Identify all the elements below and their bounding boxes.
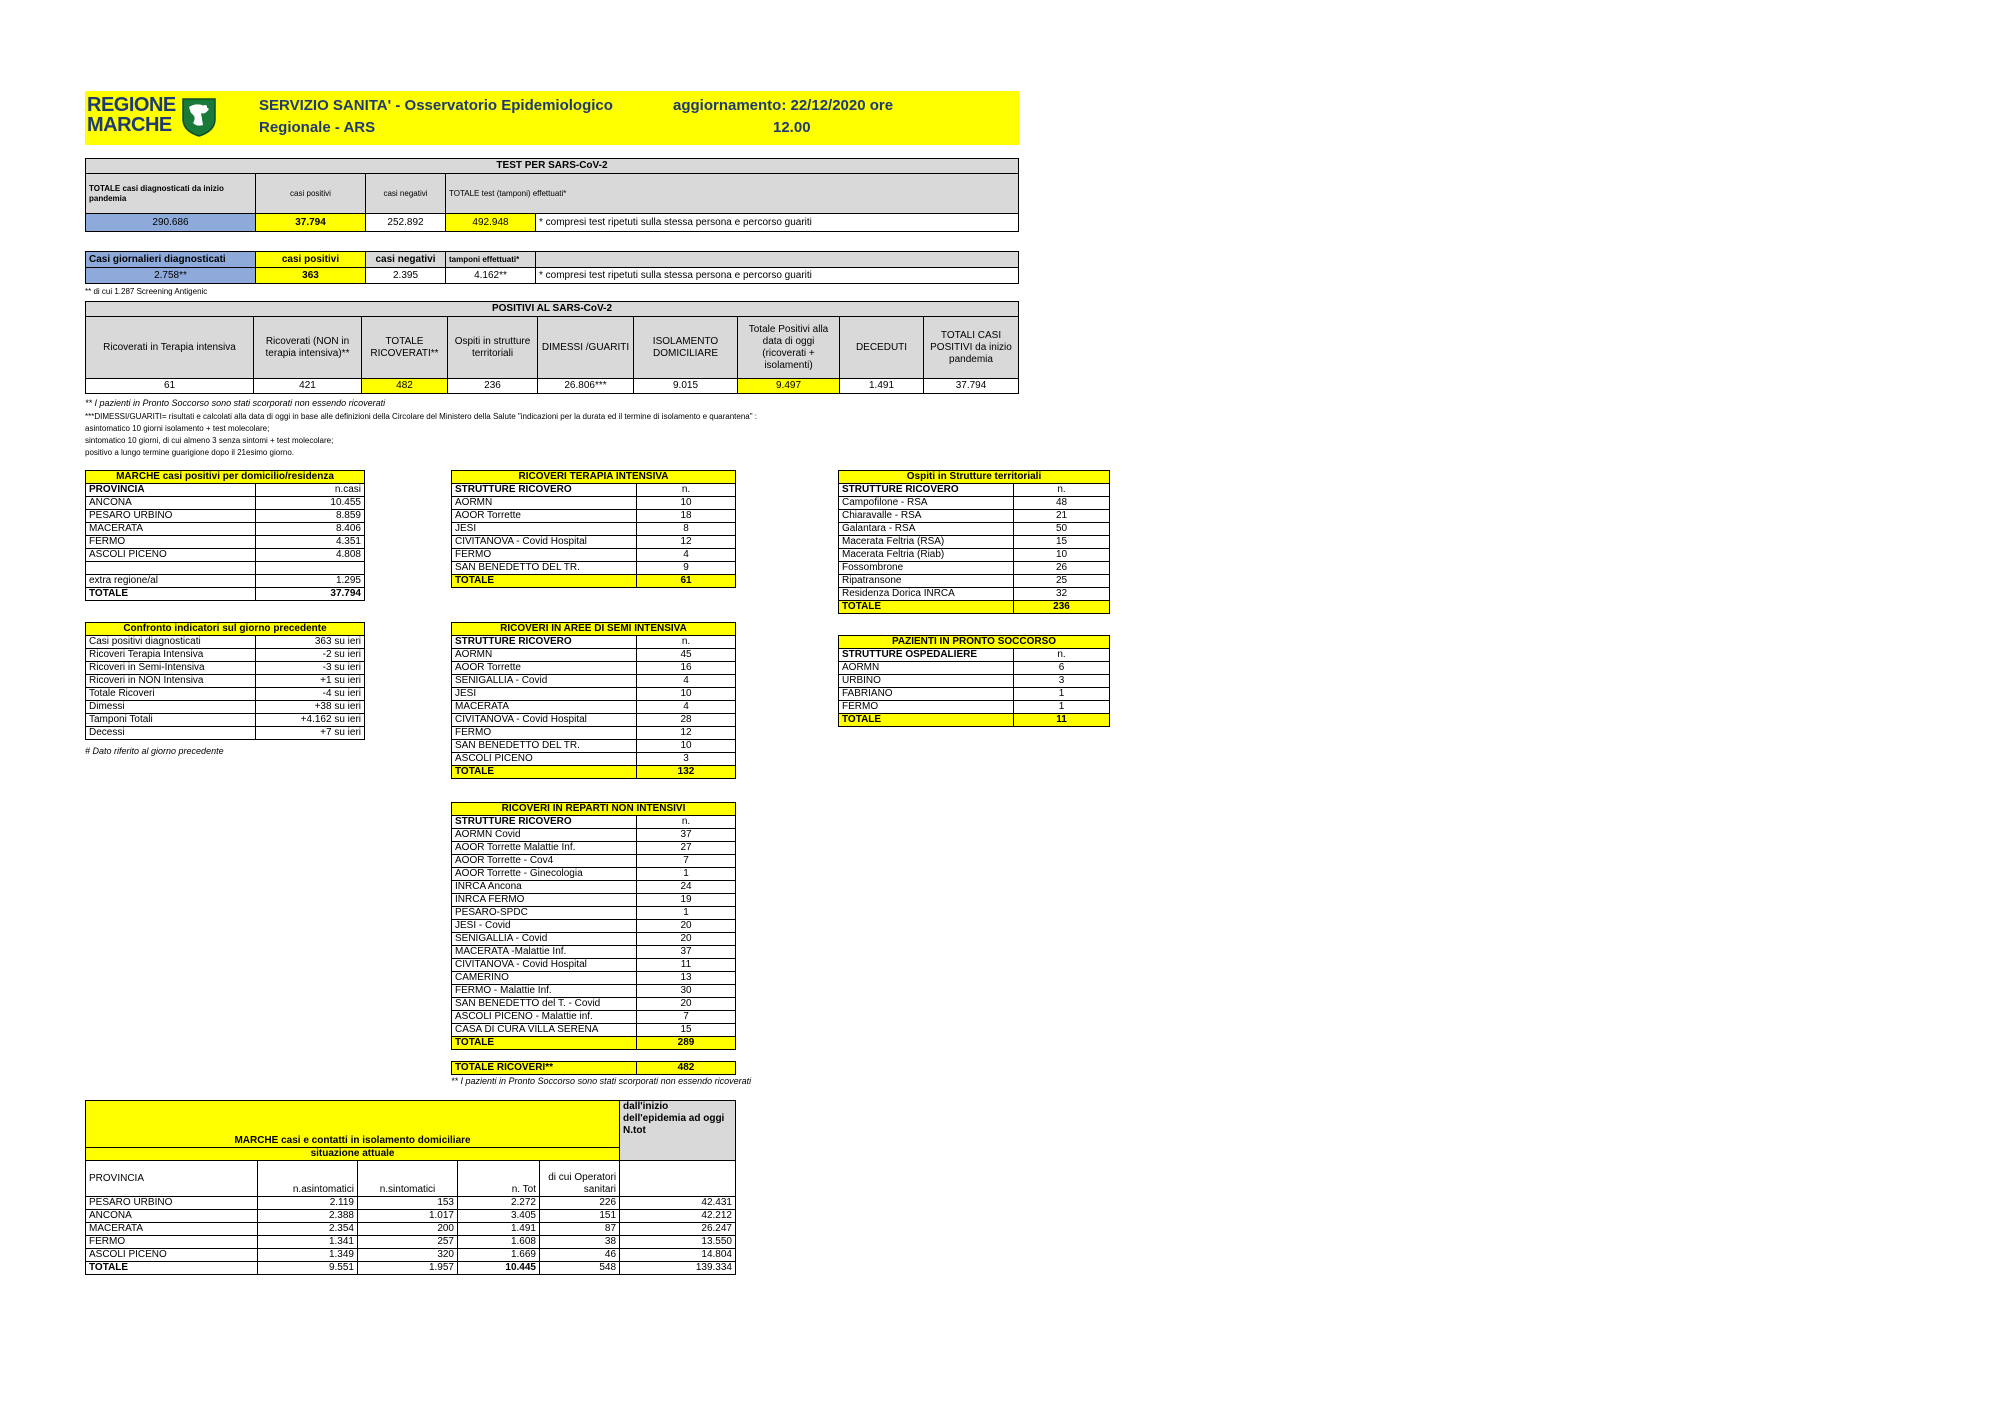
semi-name: SAN BENEDETTO DEL TR. [452, 740, 637, 753]
conf-val: -4 su ieri [256, 688, 365, 701]
daily-v4: 4.162** [446, 268, 536, 284]
iso-ntot: 42.431 [620, 1197, 736, 1210]
ospiti-name: Macerata Feltria (Riab) [839, 549, 1014, 562]
iso-tot: 2.272 [458, 1197, 540, 1210]
prov-val [256, 562, 365, 575]
ospiti-val: 10 [1014, 549, 1110, 562]
prov-total-label: TOTALE [86, 588, 256, 601]
semi-val: 10 [637, 740, 736, 753]
ospiti-h1: STRUTTURE RICOVERO [839, 484, 1014, 497]
pos-note-0: ** I pazienti in Pronto Soccorso sono stati scorporati non essendo ricoverati [85, 398, 386, 408]
iso-ntot: 14.804 [620, 1249, 736, 1262]
nonint-val: 11 [637, 959, 736, 972]
semi-title: RICOVERI IN AREE DI SEMI INTENSIVA [452, 623, 736, 636]
iso-h-asi: n.asintomatici [258, 1161, 358, 1197]
ospiti-name: Residenza Dorica INRCA [839, 588, 1014, 601]
semi-name: SENIGALLIA - Covid [452, 675, 637, 688]
iso-tot: 1.608 [458, 1236, 540, 1249]
iso-asi: 1.349 [258, 1249, 358, 1262]
ti-h1: STRUTTURE RICOVERO [452, 484, 637, 497]
semi-val: 4 [637, 675, 736, 688]
pos-h8: TOTALI CASI POSITIVI da inizio pandemia [924, 317, 1019, 379]
ti-val: 10 [637, 497, 736, 510]
conf-val: -3 su ieri [256, 662, 365, 675]
semi-h1: STRUTTURE RICOVERO [452, 636, 637, 649]
ps-total-label: TOTALE [839, 714, 1014, 727]
conf-label: Ricoveri Terapia Intensiva [86, 649, 256, 662]
ti-name: CIVITANOVA - Covid Hospital [452, 536, 637, 549]
iso-ntot: 42.212 [620, 1210, 736, 1223]
pos-h3: Ospiti in strutture territoriali [448, 317, 538, 379]
nonint-val: 13 [637, 972, 736, 985]
positivi-notes [85, 398, 1019, 458]
test-h2: casi positivi [256, 174, 366, 214]
header-band [85, 91, 1019, 145]
iso-op: 38 [540, 1236, 620, 1249]
ospiti-val: 25 [1014, 575, 1110, 588]
pos-note-2: asintomatico 10 giorni isolamento + test molecolare; [85, 424, 270, 433]
pos-note-4: positivo a lungo termine guarigione dopo il 21esimo giorno. [85, 448, 295, 457]
prov-name: ANCONA [86, 497, 256, 510]
conf-label: Tamponi Totali [86, 714, 256, 727]
ps-name: URBINO [839, 675, 1014, 688]
ospiti-name: Galantara - RSA [839, 523, 1014, 536]
semi-name: AOOR Torrette [452, 662, 637, 675]
positivi-title: POSITIVI AL SARS-CoV-2 [86, 302, 1019, 317]
nonint-val: 20 [637, 998, 736, 1011]
pos-v8: 37.794 [924, 379, 1019, 394]
ospiti-total: 236 [1014, 601, 1110, 614]
iso-ntot: 26.247 [620, 1223, 736, 1236]
conf-val: +7 su ieri [256, 727, 365, 740]
logo-text-regione: REGIONE [87, 94, 176, 116]
ps-name: FERMO [839, 701, 1014, 714]
conf-label: Casi positivi diagnosticati [86, 636, 256, 649]
test-h4: TOTALE test (tamponi) effettuati* [446, 174, 1019, 214]
ospiti-name: Macerata Feltria (RSA) [839, 536, 1014, 549]
daily-v1: 2.758** [86, 268, 256, 284]
iso-prov: MACERATA [86, 1223, 258, 1236]
iso-h-sin: n.sintomatici [358, 1161, 458, 1197]
iso-total-asi: 9.551 [258, 1262, 358, 1275]
nonint-name: SENIGALLIA - Covid [452, 933, 637, 946]
daily-note: * compresi test ripetuti sulla stessa persona e percorso guariti [536, 268, 1019, 284]
nonint-name: AOOR Torrette Malattie Inf. [452, 842, 637, 855]
prov-val: 4.808 [256, 549, 365, 562]
totric-table [451, 1061, 736, 1075]
ospiti-val: 26 [1014, 562, 1110, 575]
iso-title: MARCHE casi e contatti in isolamento domiciliare [86, 1101, 620, 1148]
ps-val: 3 [1014, 675, 1110, 688]
semi-val: 4 [637, 701, 736, 714]
ps-table [838, 635, 1110, 727]
provincia-table [85, 470, 365, 601]
header-title-1: SERVIZIO SANITA' - Osservatorio Epidemiologico [259, 97, 613, 114]
semi-table [451, 622, 736, 779]
ospiti-name: Campofilone - RSA [839, 497, 1014, 510]
test-h1: TOTALE casi diagnosticati da inizio pandemia [86, 174, 256, 214]
ti-title: RICOVERI TERAPIA INTENSIVA [452, 471, 736, 484]
pos-h4: DIMESSI /GUARITI [538, 317, 634, 379]
nonint-val: 30 [637, 985, 736, 998]
pos-v4: 26.806*** [538, 379, 634, 394]
conf-label: Dimessi [86, 701, 256, 714]
iso-ntot: 13.550 [620, 1236, 736, 1249]
prov-val: 10.455 [256, 497, 365, 510]
nonint-h1: STRUTTURE RICOVERO [452, 816, 637, 829]
ti-val: 9 [637, 562, 736, 575]
nonint-name: INRCA FERMO [452, 894, 637, 907]
test-table-title: TEST PER SARS-CoV-2 [86, 159, 1019, 174]
totric-label: TOTALE RICOVERI** [452, 1062, 637, 1075]
ti-name: SAN BENEDETTO DEL TR. [452, 562, 637, 575]
nonint-name: CIVITANOVA - Covid Hospital [452, 959, 637, 972]
region-logo [87, 95, 222, 141]
daily-footnote: ** di cui 1.287 Screening Antigenic [85, 287, 208, 296]
prov-name: MACERATA [86, 523, 256, 536]
iso-h-op: di cui Operatori sanitari [540, 1161, 620, 1197]
test-v4: 492.948 [446, 214, 536, 232]
pos-h0: Ricoverati in Terapia intensiva [86, 317, 254, 379]
iso-sin: 320 [358, 1249, 458, 1262]
nonint-name: INRCA Ancona [452, 881, 637, 894]
nonint-name: JESI - Covid [452, 920, 637, 933]
semi-val: 28 [637, 714, 736, 727]
pos-v3: 236 [448, 379, 538, 394]
semi-total: 132 [637, 766, 736, 779]
daily-h2: casi positivi [256, 252, 366, 268]
prov-total: 37.794 [256, 588, 365, 601]
nonint-name: SAN BENEDETTO del T. - Covid [452, 998, 637, 1011]
ps-total: 11 [1014, 714, 1110, 727]
nonint-h2: n. [637, 816, 736, 829]
conf-label: Totale Ricoveri [86, 688, 256, 701]
ospiti-name: Fossombrone [839, 562, 1014, 575]
ti-table [451, 470, 736, 588]
pos-h2: TOTALE RICOVERATI** [362, 317, 448, 379]
conf-label: Ricoveri in Semi-Intensiva [86, 662, 256, 675]
nonint-val: 37 [637, 829, 736, 842]
semi-total-label: TOTALE [452, 766, 637, 779]
nonint-val: 20 [637, 920, 736, 933]
ps-val: 1 [1014, 701, 1110, 714]
nonint-val: 15 [637, 1024, 736, 1037]
semi-val: 12 [637, 727, 736, 740]
ospiti-val: 50 [1014, 523, 1110, 536]
conf-val: +38 su ieri [256, 701, 365, 714]
nonint-name: CAMERINO [452, 972, 637, 985]
prov-val: 1.295 [256, 575, 365, 588]
nonint-val: 1 [637, 868, 736, 881]
prov-h2: n.casi [256, 484, 365, 497]
totric-value: 482 [637, 1062, 736, 1075]
iso-total-tot: 10.445 [458, 1262, 540, 1275]
iso-op: 87 [540, 1223, 620, 1236]
nonint-name: AOOR Torrette - Cov4 [452, 855, 637, 868]
ti-name: JESI [452, 523, 637, 536]
prov-name: FERMO [86, 536, 256, 549]
iso-tot: 1.491 [458, 1223, 540, 1236]
ospiti-name: Chiaravalle - RSA [839, 510, 1014, 523]
iso-total-op: 548 [540, 1262, 620, 1275]
iso-asi: 1.341 [258, 1236, 358, 1249]
totric-note: ** I pazienti in Pronto Soccorso sono stati scorporati non essendo ricoverati [451, 1076, 752, 1086]
iso-tot: 3.405 [458, 1210, 540, 1223]
nonint-val: 20 [637, 933, 736, 946]
iso-side-header: dall'inizio dell'epidemia ad oggi N.tot [620, 1101, 736, 1161]
daily-h1: Casi giornalieri diagnosticati [86, 252, 256, 268]
ospiti-h2: n. [1014, 484, 1110, 497]
ospiti-name: Ripatransone [839, 575, 1014, 588]
semi-val: 3 [637, 753, 736, 766]
iso-prov: FERMO [86, 1236, 258, 1249]
test-v1: 290.686 [86, 214, 256, 232]
iso-table [85, 1100, 736, 1275]
prov-val: 8.859 [256, 510, 365, 523]
region-emblem-icon [179, 97, 219, 137]
iso-prov: ASCOLI PICENO [86, 1249, 258, 1262]
semi-h2: n. [637, 636, 736, 649]
ospiti-total-label: TOTALE [839, 601, 1014, 614]
daily-v3: 2.395 [366, 268, 446, 284]
semi-val: 45 [637, 649, 736, 662]
test-v2: 37.794 [256, 214, 366, 232]
nonint-val: 19 [637, 894, 736, 907]
conf-val: +1 su ieri [256, 675, 365, 688]
semi-val: 16 [637, 662, 736, 675]
pos-v7: 1.491 [840, 379, 924, 394]
nonint-name: FERMO - Malattie Inf. [452, 985, 637, 998]
pos-v0: 61 [86, 379, 254, 394]
iso-op: 151 [540, 1210, 620, 1223]
confronto-table [85, 622, 365, 740]
daily-v2: 363 [256, 268, 366, 284]
iso-op: 46 [540, 1249, 620, 1262]
iso-total-label: TOTALE [86, 1262, 258, 1275]
semi-name: ASCOLI PICENO [452, 753, 637, 766]
nonint-val: 37 [637, 946, 736, 959]
ti-val: 4 [637, 549, 736, 562]
semi-name: MACERATA [452, 701, 637, 714]
semi-name: JESI [452, 688, 637, 701]
ps-h1: STRUTTURE OSPEDALIERE [839, 649, 1014, 662]
positivi-table [85, 301, 1019, 394]
iso-sin: 1.017 [358, 1210, 458, 1223]
ospiti-val: 48 [1014, 497, 1110, 510]
ospiti-title: Ospiti in Strutture territoriali [839, 471, 1110, 484]
nonint-name: ASCOLI PICENO - Malattie inf. [452, 1011, 637, 1024]
ps-val: 1 [1014, 688, 1110, 701]
ti-h2: n. [637, 484, 736, 497]
nonint-title: RICOVERI IN REPARTI NON INTENSIVI [452, 803, 736, 816]
iso-total-sin: 1.957 [358, 1262, 458, 1275]
header-title-2: Regionale - ARS [259, 119, 376, 136]
pos-v2: 482 [362, 379, 448, 394]
pos-h6: Totale Positivi alla data di oggi (ricoverati + isolamenti) [738, 317, 840, 379]
iso-asi: 2.119 [258, 1197, 358, 1210]
iso-asi: 2.388 [258, 1210, 358, 1223]
nonint-name: AOOR Torrette - Ginecologia [452, 868, 637, 881]
nonint-val: 27 [637, 842, 736, 855]
iso-sin: 153 [358, 1197, 458, 1210]
ti-val: 18 [637, 510, 736, 523]
iso-op: 226 [540, 1197, 620, 1210]
ps-name: FABRIANO [839, 688, 1014, 701]
iso-subtitle: situazione attuale [86, 1148, 620, 1161]
nonint-name: CASA DI CURA VILLA SERENA [452, 1024, 637, 1037]
pos-v6: 9.497 [738, 379, 840, 394]
pos-h1: Ricoverati (NON in terapia intensiva)** [254, 317, 362, 379]
semi-name: AORMN [452, 649, 637, 662]
logo-text-marche: MARCHE [87, 114, 172, 136]
ps-val: 6 [1014, 662, 1110, 675]
ti-name: AORMN [452, 497, 637, 510]
nonint-name: PESARO-SPDC [452, 907, 637, 920]
prov-val: 8.406 [256, 523, 365, 536]
header-update-2: 12.00 [773, 119, 811, 136]
iso-h-prov: PROVINCIA [86, 1161, 258, 1197]
ospiti-val: 21 [1014, 510, 1110, 523]
iso-tot: 1.669 [458, 1249, 540, 1262]
iso-prov: PESARO URBINO [86, 1197, 258, 1210]
semi-val: 10 [637, 688, 736, 701]
nonint-total: 289 [637, 1037, 736, 1050]
nonint-val: 24 [637, 881, 736, 894]
pos-h5: ISOLAMENTO DOMICILIARE [634, 317, 738, 379]
ti-name: AOOR Torrette [452, 510, 637, 523]
test-note: * compresi test ripetuti sulla stessa persona e percorso guariti [536, 214, 1019, 232]
semi-name: CIVITANOVA - Covid Hospital [452, 714, 637, 727]
nonint-name: MACERATA -Malattie Inf. [452, 946, 637, 959]
conf-label: Ricoveri in NON Intensiva [86, 675, 256, 688]
test-v3: 252.892 [366, 214, 446, 232]
ospiti-val: 32 [1014, 588, 1110, 601]
ps-h2: n. [1014, 649, 1110, 662]
ti-total-label: TOTALE [452, 575, 637, 588]
ti-val: 8 [637, 523, 736, 536]
iso-prov: ANCONA [86, 1210, 258, 1223]
prov-h1: PROVINCIA [86, 484, 256, 497]
ps-title: PAZIENTI IN PRONTO SOCCORSO [839, 636, 1110, 649]
daily-h3: casi negativi [366, 252, 446, 268]
daily-table [85, 251, 1019, 284]
conf-note: # Dato riferito al giorno precedente [85, 746, 224, 756]
nonint-table [451, 802, 736, 1050]
ti-val: 12 [637, 536, 736, 549]
ospiti-table [838, 470, 1110, 614]
ti-name: FERMO [452, 549, 637, 562]
nonint-val: 7 [637, 855, 736, 868]
conf-title: Confronto indicatori sul giorno precedente [86, 623, 365, 636]
prov-name: extra regione/al [86, 575, 256, 588]
iso-sin: 257 [358, 1236, 458, 1249]
pos-note-1: ***DIMESSI/GUARITI= risultati e calcolati alla data di oggi in base alle definizioni della Circolare del Ministero della Salute "indicazioni per la durata ed il termine di isolamento e quarantena" : [85, 412, 758, 421]
ps-name: AORMN [839, 662, 1014, 675]
header-update-1: aggiornamento: 22/12/2020 ore [673, 97, 894, 114]
prov-name: ASCOLI PICENO [86, 549, 256, 562]
nonint-total-label: TOTALE [452, 1037, 637, 1050]
ospiti-val: 15 [1014, 536, 1110, 549]
prov-val: 4.351 [256, 536, 365, 549]
nonint-val: 1 [637, 907, 736, 920]
conf-val: -2 su ieri [256, 649, 365, 662]
conf-val: +4.162 su ieri [256, 714, 365, 727]
pos-note-3: sintomatico 10 giorni, di cui almeno 3 senza sintomi + test molecolare; [85, 436, 334, 445]
test-table [85, 158, 1019, 232]
daily-h4: tamponi effettuati* [446, 252, 536, 268]
conf-label: Decessi [86, 727, 256, 740]
iso-total-ntot: 139.334 [620, 1262, 736, 1275]
test-h3: casi negativi [366, 174, 446, 214]
ti-total: 61 [637, 575, 736, 588]
pos-h7: DECEDUTI [840, 317, 924, 379]
prov-name: PESARO URBINO [86, 510, 256, 523]
iso-asi: 2.354 [258, 1223, 358, 1236]
iso-h-tot: n. Tot [458, 1161, 540, 1197]
prov-title: MARCHE casi positivi per domicilio/residenza [86, 471, 365, 484]
conf-val: 363 su ieri [256, 636, 365, 649]
prov-name [86, 562, 256, 575]
nonint-val: 7 [637, 1011, 736, 1024]
iso-sin: 200 [358, 1223, 458, 1236]
pos-v1: 421 [254, 379, 362, 394]
pos-v5: 9.015 [634, 379, 738, 394]
nonint-name: AORMN Covid [452, 829, 637, 842]
semi-name: FERMO [452, 727, 637, 740]
